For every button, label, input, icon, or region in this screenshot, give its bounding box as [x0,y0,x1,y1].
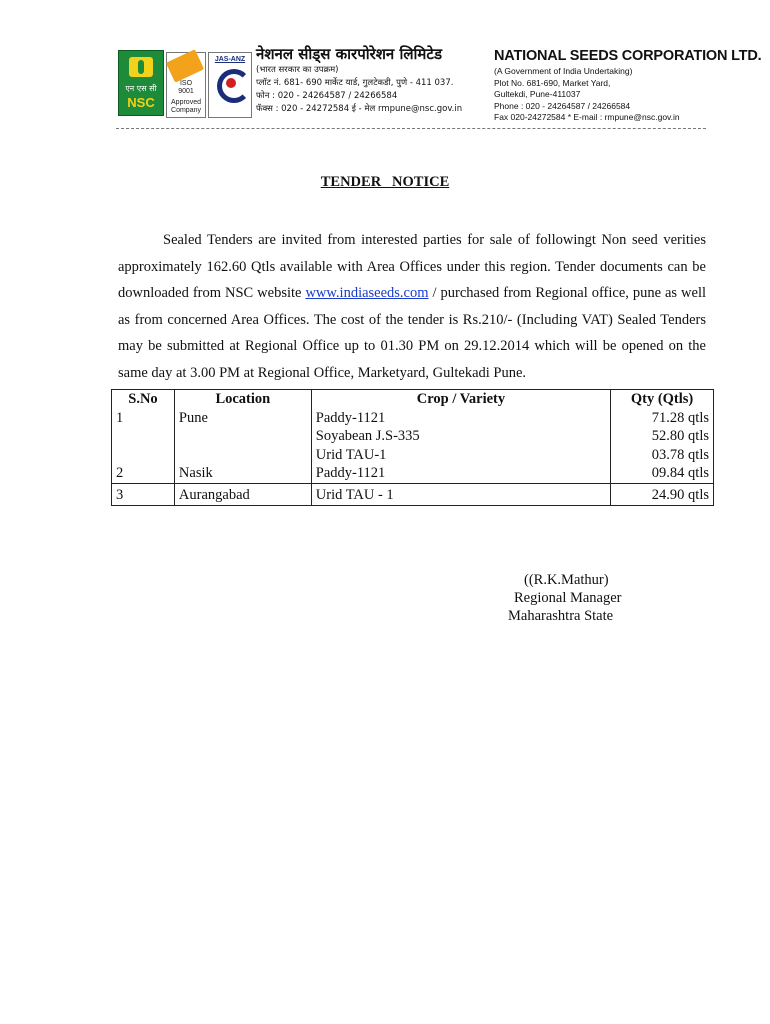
iso-number: 9001 [178,88,194,95]
hindi-line: फोन : 020 - 24264587 / 24266584 [256,91,398,101]
cell-qty: 24.90 qtls [611,483,714,506]
english-line: Gultekdi, Pune-411037 [494,89,581,99]
english-company-name: NATIONAL SEEDS CORPORATION LTD. [494,48,762,64]
cell-sno [112,427,175,446]
nsc-logo [118,50,164,116]
cell-crop: Paddy-1121 [311,464,610,483]
cell-qty: 09.84 qtls [611,464,714,483]
table-row [112,446,714,465]
letterhead-divider [116,128,706,129]
cell-location: Nasik [174,464,311,483]
signatory-region: Maharashtra State [508,608,614,624]
cell-qty: 71.28 qtls [611,409,714,428]
table-row [112,427,714,446]
cell-sno: 2 [112,464,175,483]
jas-anz-label: JAS-ANZ [214,56,246,63]
hindi-line: प्लॉट नं. 681- 690 मार्केट यार्ड, गुलटेकडी, पुणे - 411 037. [256,78,454,88]
english-line: Phone : 020 - 24264587 / 24266584 [494,100,631,111]
notice-text-after-link: / purchased from Regional office, pune as well as from concerned Area Offices. The cost of the tender is Rs.210/- (Including VAT) Sealed Tenders may be submitted at Regional Office up to 01.30 PM on 29.12.2014 which will be opened on the same day at 3.00 PM at Regional Office, Marketyard, Gultekadi Pune. [118,285,707,381]
english-line: (A Government of India Undertaking) [494,66,633,76]
iso-approved-logo [166,52,206,118]
cell-crop: Paddy-1121 [311,409,610,428]
table-header-row [112,390,714,409]
tender-table [111,389,714,506]
cell-crop: Soyabean J.S-335 [311,427,610,446]
hindi-company-name: नेशनल सीड्स कारपोरेशन लिमिटेड [256,45,442,63]
iso-label: ISO [179,80,193,87]
cell-sno: 1 [112,409,175,428]
hindi-line: (भारत सरकार का उपक्रम) [256,65,339,75]
table-row [112,464,714,483]
header-qty: Qty (Qtls) [611,390,714,409]
hindi-line: फॅक्स : 020 - 24272584 ई - मेल rmpune@nsc.gov.in [256,104,463,114]
signature-block [508,571,648,625]
cell-location: Aurangabad [174,483,311,506]
cell-sno [112,446,175,465]
iso-approved: Approved [171,99,201,106]
cell-location: Pune [174,409,311,428]
nsc-logo-hindi: एन एस सी [125,84,157,93]
english-address-block [494,46,762,124]
header-location: Location [174,390,311,409]
cell-qty: 03.78 qtls [611,446,714,465]
cell-location [174,427,311,446]
signatory-designation: Regional Manager [514,590,622,606]
cell-sno: 3 [112,483,175,506]
cell-crop: Urid TAU-1 [311,446,610,465]
cell-crop: Urid TAU - 1 [311,483,610,506]
cell-qty: 52.80 qtls [611,427,714,446]
notice-title: TENDER NOTICE [320,174,450,190]
english-line: Fax 020-24272584 * E-mail : rmpune@nsc.gov.in [494,112,680,122]
notice-paragraph [118,227,706,386]
header-sno: S.No [112,390,175,409]
table-row [112,409,714,428]
header-crop: Crop / Variety [311,390,610,409]
website-link[interactable]: www.indiaseeds.com [305,285,429,301]
hindi-address-block [256,44,491,116]
notice-text-before-link: Sealed Tenders are invited from interested parties for sale of followingt Non seed verities approximately 162.60 Qtls available with Area Offices under this region. Tender documents can be downloaded from NSC website [118,232,706,301]
iso-badge-icon [166,49,204,82]
letterhead [116,44,762,128]
english-line: Plot No. 681-690, Market Yard, [494,77,611,88]
table-row [112,483,714,506]
jas-anz-logo [208,52,252,118]
iso-company: Company [171,107,201,114]
wheat-emblem-icon [129,57,153,77]
jas-anz-dot-icon [226,78,236,88]
cell-location [174,446,311,465]
nsc-logo-abbr: NSC [127,95,155,110]
signatory-name: ((R.K.Mathur) [524,572,609,588]
